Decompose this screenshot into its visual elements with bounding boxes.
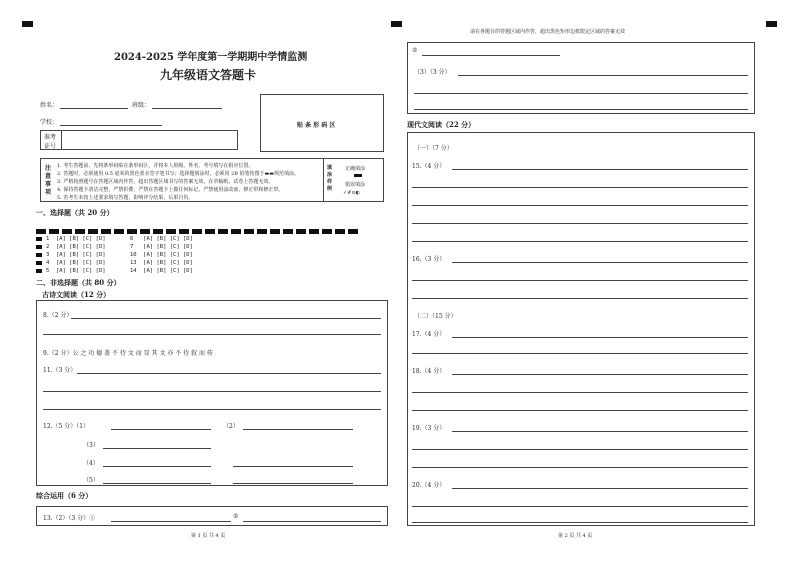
question-13-sub-2: ② <box>233 513 239 520</box>
class-field[interactable] <box>152 108 222 109</box>
class-label: 班级： <box>132 102 151 109</box>
name-label: 姓名： <box>40 102 59 109</box>
answer-line <box>43 409 381 410</box>
mc-row[interactable]: 14 [A] [B] [C] [D] <box>130 268 193 274</box>
question-12-sub-3: （3） <box>83 442 99 449</box>
question-13-3-label: （3）（3 分） <box>414 69 451 76</box>
notes-divider <box>323 159 324 201</box>
comprehensive-answer-box[interactable] <box>36 506 388 526</box>
exam-number-divider <box>61 131 62 149</box>
exam-number-box[interactable] <box>40 130 238 150</box>
answer-line <box>233 483 353 484</box>
header-notice: 请在各题目的答题区域内作答，超出黑色矩形边框限定区域的答案无效 <box>470 29 626 35</box>
section-multiple-choice: 一、选择题（共 20 分） <box>36 208 114 217</box>
answer-line <box>412 205 748 206</box>
question-18-label: 18.（4 分） <box>412 368 446 375</box>
comprehensive-heading: 综合运用（6 分） <box>36 491 93 500</box>
card-title: 九年级语文答题卡 <box>160 68 257 82</box>
answer-line <box>452 262 748 263</box>
question-16-label: 16.（3 分） <box>412 256 446 263</box>
answer-line <box>412 353 748 354</box>
answer-line <box>412 449 748 450</box>
school-label: 学校： <box>40 119 59 126</box>
mc-row[interactable]: 2 [A] [B] [C] [D] <box>36 244 106 250</box>
mc-row[interactable]: 13 [A] [B] [C] [D] <box>130 260 193 266</box>
answer-line <box>422 55 560 56</box>
name-field[interactable] <box>60 108 128 109</box>
fill-correct-sample <box>354 174 362 177</box>
notes-text: 1. 考生答题前，先将条形码贴在条形码区，并将本人班级、姓名、考号填写在相应位置。 2. 答题时，必须使用 0.5 毫米的黑色墨水签字笔书写；选择题填涂时，必须用 2B 铅笔按图于▬▬规范填涂。 3. 严格按照题号在答题区域内作答，超出答题区域书写的答案无效，在草稿纸、试卷上答题无效。 4. 保持答题卡清洁完整，严禁折叠，严禁在答题卡上做任何标记，严禁使用涂改液、修正带和修正带。 5. 若考生未按上述要求填写答题，影响评分结果，后果自负。 <box>57 163 299 201</box>
answer-line <box>452 431 748 432</box>
answer-line <box>111 429 211 430</box>
barcode-area <box>260 94 384 152</box>
mc-row[interactable]: 4 [A] [B] [C] [D] <box>36 260 106 266</box>
question-19-label: 19.（3 分） <box>412 425 446 432</box>
question-9-label: 9.（2 分）公 之 功 德 盖 不 待 文 而 显 其 文 亦 不 待 叙 而 传 <box>43 350 213 357</box>
answer-line <box>71 318 381 319</box>
answer-line <box>412 187 748 188</box>
answer-line <box>458 75 748 76</box>
answer-line <box>452 374 748 375</box>
part-1-heading: （一）（7 分） <box>414 145 453 152</box>
answer-line <box>243 521 381 522</box>
answer-line <box>452 337 748 338</box>
answer-line <box>452 488 748 489</box>
mc-row[interactable]: 1 [A] [B] [C] [D] <box>36 236 106 242</box>
exam-title: 2024-2025 学年度第一学期期中学情监测 <box>114 52 308 63</box>
answer-line <box>414 109 748 110</box>
classic-reading-answer-box[interactable] <box>36 300 388 486</box>
modern-reading-answer-box[interactable] <box>407 132 755 526</box>
answer-line <box>412 467 748 468</box>
mc-row[interactable]: 6 [A] [B] [C] [D] <box>130 236 193 242</box>
question-11-label: 11.（3 分） <box>43 367 77 374</box>
answer-line <box>233 466 353 467</box>
continued-answer-box[interactable] <box>407 42 755 114</box>
part-2-heading: （二）（15 分） <box>414 313 457 320</box>
modern-reading-heading: 现代文阅读（22 分） <box>407 120 476 129</box>
answer-line <box>412 522 748 523</box>
question-15-label: 15.（4 分） <box>412 163 446 170</box>
question-17-label: 17.（4 分） <box>412 331 446 338</box>
mc-row[interactable]: 3 [A] [B] [C] [D] <box>36 252 106 258</box>
answer-line <box>103 483 211 484</box>
notes-label: 注 意 事 项 <box>45 165 52 196</box>
question-8-label: 8.（2 分） <box>43 312 73 319</box>
question-20-label: 20.（4 分） <box>412 482 446 489</box>
answer-line <box>243 429 353 430</box>
answer-line <box>412 223 748 224</box>
answer-line <box>412 506 748 507</box>
fill-correct-label: 正确填涂 <box>345 166 366 172</box>
page-2-footer: 第 2 页 共 4 页 <box>558 533 593 539</box>
answer-line <box>412 410 748 411</box>
mc-row[interactable]: 5 [A] [B] [C] [D] <box>36 268 106 274</box>
answer-line <box>111 521 231 522</box>
answer-line <box>103 466 211 467</box>
barcode-area-label: 贴 条 形 码 区 <box>297 122 336 129</box>
question-13-label: 13.（2）（3 分）① <box>43 515 96 522</box>
question-12-sub-2: （2） <box>223 423 239 430</box>
exam-number-label-1: 准考 <box>44 134 57 141</box>
registration-mark-top-middle <box>391 21 402 27</box>
answer-line <box>414 93 748 94</box>
timing-mark-left <box>36 229 45 233</box>
page-1-footer: 第 1 页 共 4 页 <box>191 533 226 539</box>
answer-line <box>43 334 381 335</box>
mc-row[interactable]: 7 [A] [B] [C] [D] <box>130 244 193 250</box>
answer-line <box>412 298 748 299</box>
school-field[interactable] <box>60 125 162 126</box>
answer-line <box>412 392 748 393</box>
answer-line <box>412 280 748 281</box>
section-non-choice: 二、非选择题（共 80 分） <box>36 278 121 287</box>
fill-wrong-sample: ✓✗⊙◐ <box>343 190 360 196</box>
question-12-label: 12.（5 分）（1） <box>43 423 90 430</box>
circled-2-label: ② <box>412 47 418 54</box>
classic-reading-heading: 古诗文阅读（12 分） <box>42 290 111 299</box>
fill-wrong-label: 错误填涂 <box>345 182 366 188</box>
question-12-sub-5: （5） <box>83 477 99 484</box>
answer-line <box>412 241 748 242</box>
answer-line <box>452 169 748 170</box>
registration-mark-top-left <box>22 21 33 27</box>
registration-mark-top-right <box>766 21 777 27</box>
fill-example-label: 填 涂 样 例 <box>327 165 333 192</box>
notes-box <box>40 158 384 202</box>
answer-line <box>103 448 211 449</box>
question-12-sub-4: （4） <box>83 460 99 467</box>
exam-number-label-2: 证号 <box>44 143 57 150</box>
mc-row[interactable]: 10 [A] [B] [C] [D] <box>130 252 193 258</box>
answer-line <box>43 391 381 392</box>
answer-line <box>77 373 381 374</box>
